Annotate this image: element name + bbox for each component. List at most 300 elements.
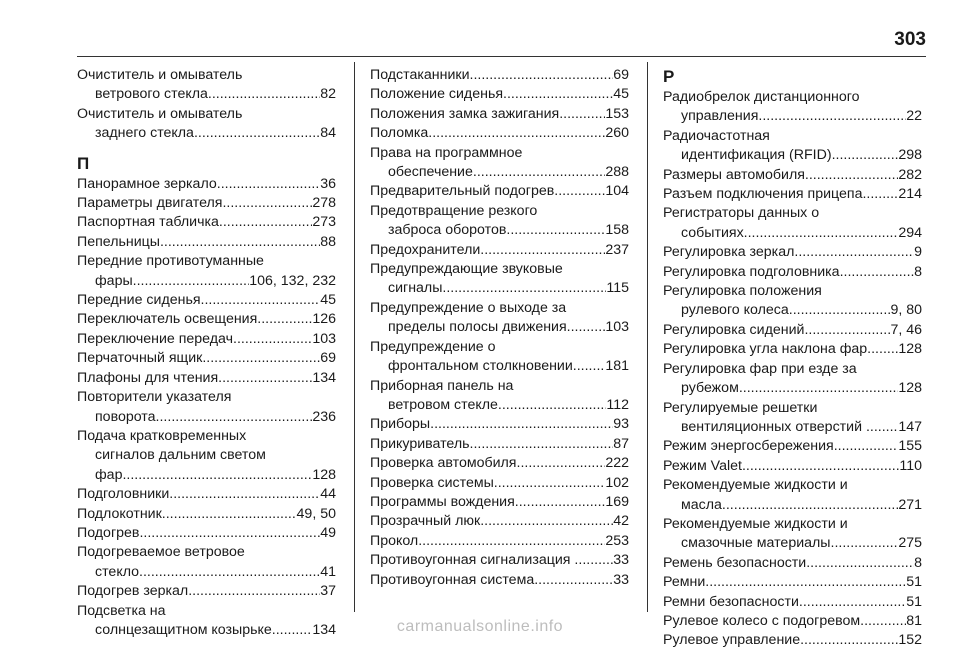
index-entry-term: Регулировка угла наклона фар [663, 341, 868, 358]
index-entry [663, 243, 922, 262]
dot-leader [162, 505, 297, 524]
index-entry-page: 222 [605, 455, 629, 472]
index-entry-page: 271 [898, 496, 922, 513]
dot-leader [156, 408, 313, 427]
index-entry-line [663, 573, 922, 592]
index-entry-term: Перчаточный ящик [77, 350, 203, 367]
index-entry-term: Программы вождения [370, 493, 515, 510]
index-entry-term: Регулировка фар при езде за [663, 360, 857, 377]
index-entry-line [77, 466, 336, 485]
index-entry-term: Рулевое колесо с подогревом [663, 612, 861, 629]
index-entry [77, 194, 336, 213]
index-entry [77, 175, 336, 194]
dot-leader [577, 357, 606, 376]
dot-leader [418, 532, 605, 551]
index-entry-line [370, 396, 629, 415]
index-entry-page: 214 [898, 186, 922, 203]
index-entry-term: Паспортная табличка [77, 214, 219, 231]
index-entry-term: заднего стекла [95, 125, 194, 142]
index-entry [370, 377, 629, 416]
index-entry [77, 252, 336, 291]
index-entry-page: 273 [312, 214, 336, 231]
index-entry-line [77, 310, 336, 329]
index-entry-term: Радиобрелок дистанционного [663, 89, 860, 105]
dot-leader [742, 457, 899, 476]
index-entry [370, 338, 629, 377]
index-entry-page: 181 [605, 358, 629, 375]
index-entry-term: Ремни безопасности [663, 593, 799, 610]
index-entry-line [663, 301, 922, 320]
index-entry [77, 582, 336, 601]
index-entry-line [370, 124, 629, 143]
index-entry-term: событиях [681, 224, 744, 241]
index-entry [663, 127, 922, 166]
index-entry-line [663, 379, 922, 398]
index-entry-term: заброса оборотов [388, 222, 507, 239]
dot-leader [442, 279, 606, 298]
dot-leader [789, 301, 891, 320]
index-entry-page: 110 [899, 457, 922, 474]
index-entry-page: 93 [613, 416, 629, 433]
index-entry-term: идентификация (RFID) [681, 147, 832, 164]
index-entry-term: Положения замка зажигания [370, 105, 560, 122]
index-entry-page: 84 [320, 125, 336, 142]
index-entry-page: 275 [898, 535, 922, 552]
index-entry [77, 310, 336, 329]
index-entry-line [663, 437, 922, 456]
index-entry-line [663, 418, 922, 437]
index-entry-term: Подогрев зеркал [77, 583, 189, 600]
index-entry-term: Приборы [370, 416, 431, 433]
dot-leader [169, 485, 320, 504]
index-entry [370, 124, 629, 143]
dot-leader [739, 379, 899, 398]
index-entry-line [77, 485, 336, 504]
index-entry [663, 88, 922, 127]
index-entry [663, 185, 922, 204]
index-entry-line [370, 571, 629, 590]
index-entry-page: 169 [605, 493, 629, 510]
index-entry-term: Очиститель и омыватель [77, 105, 243, 122]
index-entry-line [370, 241, 629, 260]
dot-leader [799, 593, 906, 612]
index-section-letter: П [77, 153, 90, 173]
dot-leader [805, 166, 898, 185]
index-entry [663, 204, 922, 243]
index-entry-term: Подогреваемое ветровое [77, 544, 245, 561]
index-entry-line [370, 221, 629, 240]
index-entry [77, 330, 336, 349]
index-entry-line [77, 194, 336, 213]
index-entry [77, 213, 336, 232]
index-entry-page: 112 [606, 396, 629, 413]
index-entry [370, 474, 629, 493]
index-entry [77, 524, 336, 543]
index-entry-term: Подголовники [77, 486, 170, 503]
index-entry [370, 435, 629, 454]
index-entry [370, 415, 629, 434]
index-entry [663, 340, 922, 359]
index-entry-page: 294 [898, 224, 922, 241]
index-entry-page: 147 [898, 418, 922, 435]
dot-leader [832, 146, 899, 165]
dot-leader [133, 272, 250, 291]
index-entry-term: Противоугонная сигнализация . [370, 552, 579, 569]
index-entry-term: Размеры автомобиля [663, 166, 805, 183]
dot-leader [534, 571, 613, 590]
index-entry-line [663, 263, 922, 282]
index-entry-line [370, 415, 629, 434]
index-entry-term: Параметры двигателя [77, 195, 223, 212]
dot-leader [218, 369, 312, 388]
index-entry-term: Положение сиденья [370, 86, 504, 103]
index-entry-term: Права на программное [370, 144, 523, 161]
dot-leader [567, 318, 606, 337]
index-entry-line [370, 182, 629, 201]
index-entry-line [663, 340, 922, 359]
dot-leader [758, 107, 906, 126]
index-entry-line [663, 554, 922, 573]
dot-leader [480, 512, 613, 531]
index-entry-term: Радиочастотная [663, 127, 770, 144]
index-entry [77, 349, 336, 368]
index-entry-term: Регулировка положения [663, 283, 822, 300]
index-entry-term: управления [681, 108, 759, 125]
index-entry-line [77, 505, 336, 524]
index-entry-page: 155 [898, 438, 922, 455]
index-entry-page: 33 [613, 571, 629, 588]
index-entry [370, 182, 629, 201]
index-entry-term: обеспечение [388, 164, 473, 181]
index-entry-term: сигналы [388, 280, 443, 297]
index-entry [77, 505, 336, 524]
index-entry-line [370, 474, 629, 493]
dot-leader [208, 85, 320, 104]
index-entry [370, 241, 629, 260]
index-entry-page: 298 [898, 147, 922, 164]
index-entry-term: Панорамное зеркало [77, 175, 217, 192]
dot-leader [744, 224, 899, 243]
index-entry-term: Поломка [370, 125, 429, 142]
index-entry-term: ветрового стекла [95, 86, 208, 103]
index-entry-line [663, 146, 922, 165]
index-entry-page: 103 [605, 319, 629, 336]
index-entry-line [77, 272, 336, 291]
index-entry-term: Пепельницы [77, 233, 160, 250]
dot-leader [806, 554, 914, 573]
index-entry-term: Переключатель освещения [77, 311, 258, 328]
index-entry-line [77, 213, 336, 232]
index-entry-term: Прокол [370, 532, 419, 549]
index-entry-line [77, 175, 336, 194]
index-entry-line [663, 224, 922, 243]
index-entry-line [370, 454, 629, 473]
index-entry [370, 532, 629, 551]
index-entry-term: рубежом [681, 380, 739, 397]
dot-leader [470, 435, 614, 454]
index-entry-line [77, 524, 336, 543]
index-entry-page: 9, 80 [890, 302, 922, 319]
index-entry-page: 128 [312, 466, 336, 483]
dot-leader [554, 182, 605, 201]
dot-leader [480, 241, 605, 260]
index-entry [77, 485, 336, 504]
dot-leader [840, 263, 915, 282]
index-entry [370, 85, 629, 104]
dot-leader [139, 563, 320, 582]
dot-leader [217, 175, 320, 194]
dot-leader [257, 310, 312, 329]
index-entry-term: стекло [95, 563, 140, 580]
index-entry-page: 126 [312, 311, 336, 328]
index-entry-page: 8 [914, 263, 922, 280]
index-entry-term: Подстаканники [370, 67, 470, 83]
index-entry-page: 102 [605, 474, 629, 491]
index-entry-term: Подсветка на [77, 602, 166, 619]
dot-leader [722, 496, 898, 515]
index-entry-line [663, 243, 922, 262]
index-entry-page: 153 [605, 105, 629, 122]
index-entry [77, 233, 336, 252]
index-entry-page: 134 [312, 621, 336, 638]
index-entry-line [77, 85, 336, 104]
index-entry-term: Ремень безопасности [663, 554, 807, 571]
column-divider [354, 62, 355, 612]
index-entry-term: Рекомендуемые жидкости и [663, 515, 848, 532]
index-entry-line [663, 166, 922, 185]
index-entry [77, 543, 336, 582]
index-entry-page: 9 [914, 244, 922, 261]
dot-leader [494, 474, 606, 493]
index-entry-line [370, 357, 629, 376]
dot-leader [503, 85, 613, 104]
index-entry [370, 299, 629, 338]
index-entry-term: Разъем подключения прицепа. [663, 186, 867, 203]
index-entry [77, 427, 336, 485]
dot-leader [233, 330, 312, 349]
dot-leader [559, 105, 605, 124]
dot-leader [122, 466, 312, 485]
index-entry [370, 144, 629, 183]
dot-leader [866, 185, 898, 204]
index-entry-page: 260 [605, 125, 629, 142]
index-entry-term: Регулировка сидений [663, 321, 805, 338]
index-entry-line [370, 163, 629, 182]
index-entry [663, 282, 922, 321]
index-entry [663, 457, 922, 476]
index-entry-term: Рекомендуемые жидкости и [663, 477, 848, 494]
index-entry-term: Регулировка зеркал [663, 244, 795, 261]
index-entry-line [663, 593, 922, 612]
index-entry [370, 571, 629, 590]
index-entry-term: Проверка системы [370, 474, 494, 491]
index-entry-line [370, 105, 629, 124]
index-entry-page: 33 [613, 552, 629, 569]
index-entry-term: Рулевое управление [663, 632, 801, 649]
dot-leader [202, 349, 320, 368]
dot-leader [428, 124, 605, 143]
index-entry-term: рулевого колеса [681, 302, 789, 319]
index-entry-page: 7, 46 [890, 321, 922, 338]
index-entry-page: 134 [312, 369, 336, 386]
dot-leader [804, 321, 890, 340]
index-entry [370, 512, 629, 531]
index-entry-term: Противоугонная система [370, 571, 535, 588]
index-entry [77, 66, 336, 105]
index-entry-term: солнцезащитном козырьке [95, 621, 272, 638]
index-entry-page: 44 [320, 486, 336, 503]
index-entry-term: фар [95, 466, 123, 483]
index-entry-page: 69 [320, 350, 336, 367]
index-column-3 [663, 66, 922, 651]
watermark: carmanualsonline.info [396, 618, 564, 635]
index-entry-page: 51 [906, 593, 922, 610]
index-entry-line [370, 532, 629, 551]
index-entry-page: 88 [320, 233, 336, 250]
dot-leader [222, 194, 312, 213]
index-entry-line [370, 512, 629, 531]
index-entry-line [77, 369, 336, 388]
index-column-2 [370, 66, 629, 590]
dot-leader [160, 233, 320, 252]
index-entry-line [370, 551, 629, 570]
index-entry-term: Подогрев [77, 524, 140, 541]
index-entry-term: фары [95, 272, 133, 289]
index-entry-term: Повторители указателя [77, 389, 232, 406]
index-entry-page: 104 [605, 183, 629, 200]
dot-leader [831, 534, 899, 553]
index-entry-term: Режим энергосбережения [663, 438, 834, 455]
dot-leader [515, 493, 606, 512]
index-entry [663, 476, 922, 515]
index-entry-line [77, 291, 336, 310]
index-entry-term: Передние сиденья [77, 292, 201, 309]
dot-leader [430, 415, 613, 434]
index-entry-term: сигналов дальним светом [95, 447, 266, 464]
index-entry-page: 237 [605, 241, 629, 258]
index-entry-page: 115 [606, 280, 629, 297]
index-entry-line [77, 124, 336, 143]
index-entry-page: 45 [320, 292, 336, 309]
index-entry-term: Подлокотник [77, 505, 162, 522]
index-entry-term: Очиститель и омыватель [77, 67, 243, 83]
index-entry-line [663, 185, 922, 204]
index-entry-term: Приборная панель на [370, 377, 514, 394]
index-entry-term: Предварительный подогрев [370, 183, 555, 200]
index-entry [370, 260, 629, 299]
index-entry [663, 515, 922, 554]
index-entry-page: 8 [914, 554, 922, 571]
index-entry-term: Предупреждение о [370, 338, 496, 355]
index-section-letter: Р [663, 67, 675, 86]
index-entry-term: поворота [95, 408, 156, 425]
index-entry [663, 321, 922, 340]
index-entry-page: 49, 50 [296, 505, 336, 522]
index-entry [370, 66, 629, 85]
dot-leader [188, 582, 320, 601]
index-entry-term: Подача кратковременных [77, 427, 247, 444]
dot-leader [578, 551, 613, 570]
index-entry [77, 291, 336, 310]
index-entry-page: 282 [898, 166, 922, 183]
index-entry-line [663, 534, 922, 553]
index-entry-term: Предотвращение резкого [370, 202, 538, 219]
index-entry-line [77, 330, 336, 349]
index-entry-term: Проверка автомобиля [370, 455, 517, 472]
index-entry-line [663, 107, 922, 126]
index-entry-term: пределы полосы движения [388, 319, 567, 336]
dot-leader [473, 163, 605, 182]
index-entry [663, 166, 922, 185]
index-entry-page: 288 [605, 164, 629, 181]
index-entry [663, 593, 922, 612]
index-entry-line [370, 493, 629, 512]
index-entry-line [77, 233, 336, 252]
index-entry-term: Прозрачный люк [370, 513, 481, 530]
index-column-1 [77, 66, 336, 640]
index-entry-line [370, 85, 629, 104]
index-entry-term: Предупреждение о выходе за [370, 299, 567, 316]
index-entry-term: Прикуриватель [370, 435, 470, 452]
index-entry-term: масла [681, 496, 722, 513]
index-entry-line [370, 279, 629, 298]
index-entry-term: Передние противотуманные [77, 253, 264, 270]
index-entry [663, 573, 922, 592]
index-entry-line [663, 457, 922, 476]
index-entry [370, 551, 629, 570]
index-entry-line [77, 349, 336, 368]
index-entry [370, 202, 629, 241]
index-entry-line [370, 66, 629, 85]
header-rule [77, 56, 926, 57]
index-entry-term: вентиляционных отверстий . [681, 418, 870, 435]
index-entry-page: 45 [613, 86, 629, 103]
dot-leader [705, 573, 906, 592]
index-entry-page: 103 [312, 330, 336, 347]
dot-leader [194, 124, 320, 143]
dot-leader [870, 418, 898, 437]
index-entry-term: ветровом стекле [388, 396, 498, 413]
index-entry [663, 437, 922, 456]
dot-leader [517, 454, 606, 473]
index-entry [77, 369, 336, 388]
dot-leader [498, 396, 606, 415]
index-entry-page: 106, 132, 232 [249, 272, 336, 289]
index-entry-term: Регулируемые решетки [663, 399, 818, 416]
index-entry-page: 36 [320, 175, 336, 192]
index-entry-line [77, 408, 336, 427]
dot-leader [794, 243, 914, 262]
index-entry [77, 105, 336, 144]
index-entry-page: 22 [906, 108, 922, 125]
dot-leader [867, 340, 898, 359]
index-entry-page: 81 [906, 612, 922, 629]
index-entry [663, 554, 922, 573]
index-entry-term: Регистраторы данных о [663, 205, 820, 222]
dot-leader [506, 221, 605, 240]
index-entry-page: 152 [898, 632, 922, 649]
index-entry-line [370, 435, 629, 454]
index-entry-page: 69 [613, 67, 629, 83]
index-entry [370, 493, 629, 512]
index-entry-page: 41 [320, 563, 336, 580]
index-entry-term: Переключение передач [77, 330, 234, 347]
index-entry-page: 158 [605, 222, 629, 239]
index-entry [77, 388, 336, 427]
index-entry-line [663, 321, 922, 340]
index-entry-term: Регулировка подголовника [663, 263, 840, 280]
column-divider [647, 62, 648, 612]
